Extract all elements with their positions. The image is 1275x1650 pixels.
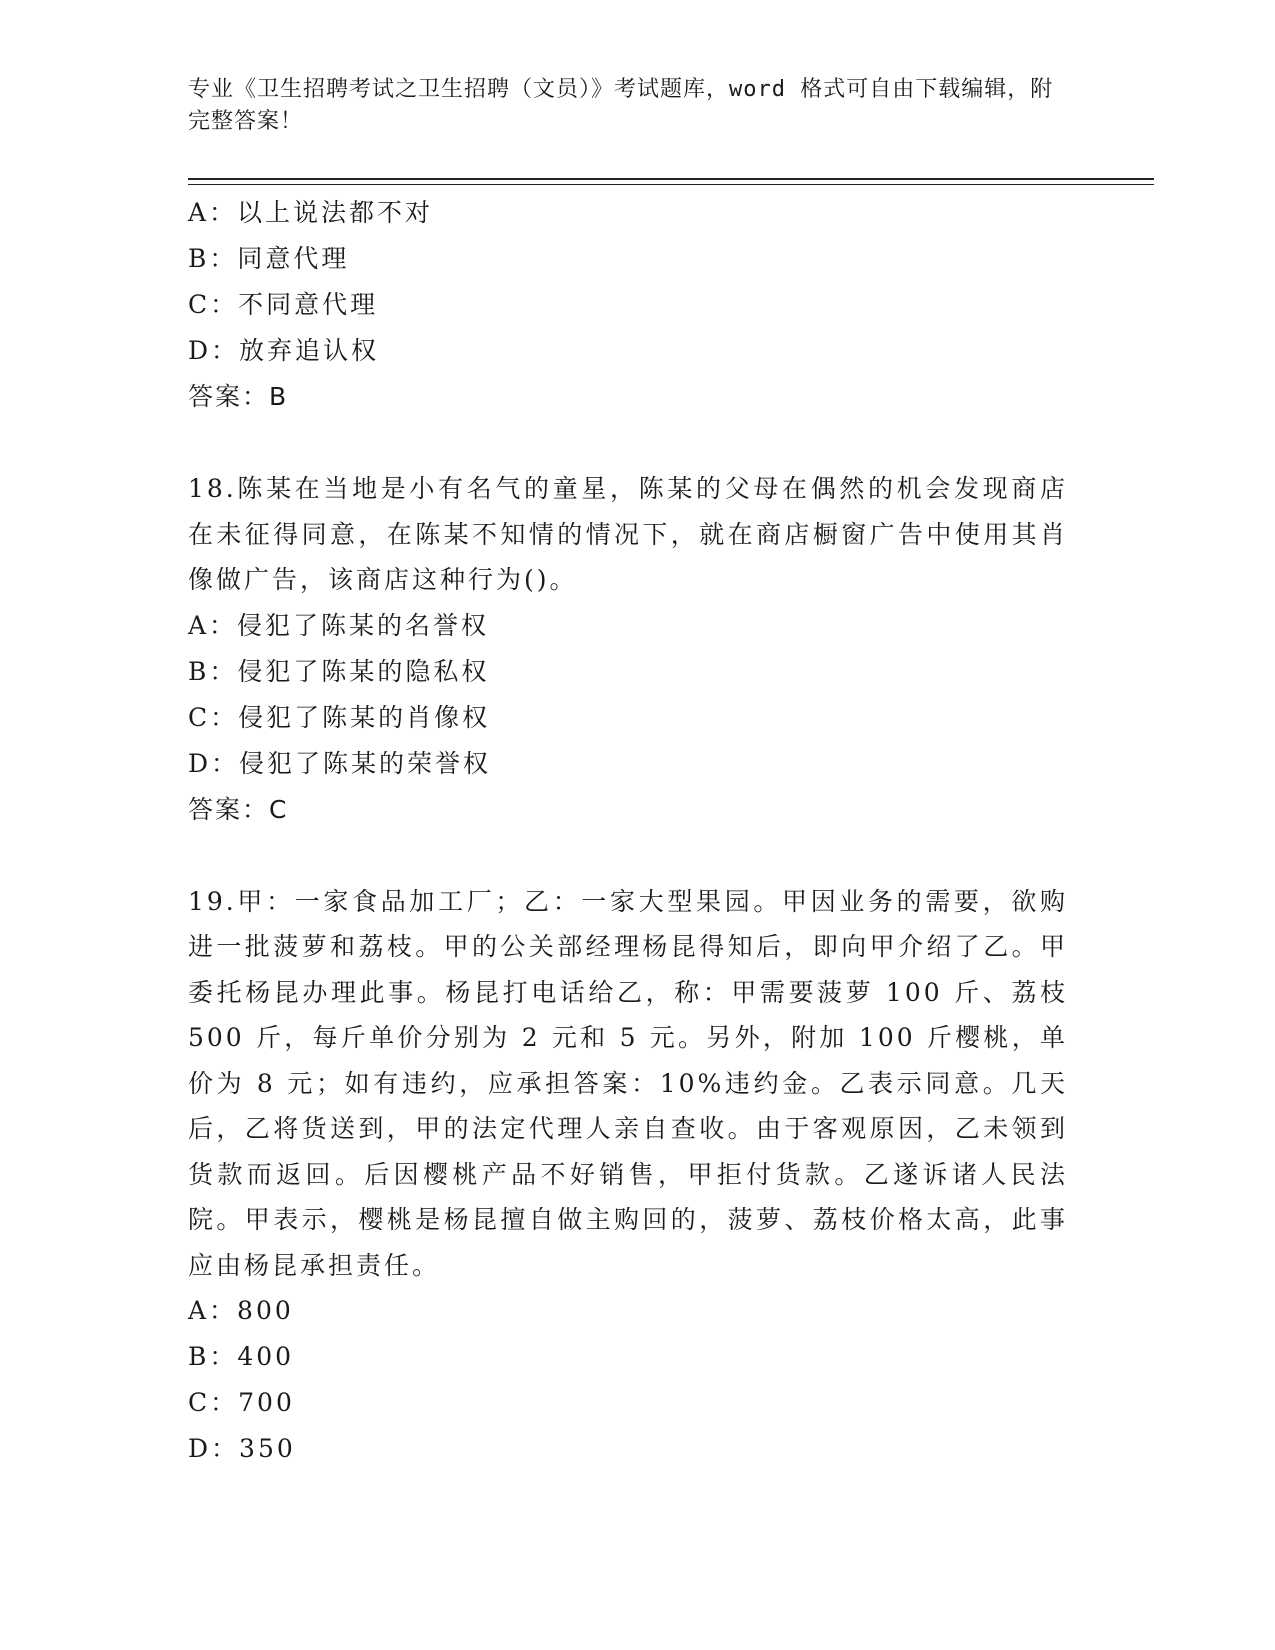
option-c: C：不同意代理: [188, 290, 379, 319]
question-18: [188, 466, 1068, 833]
question-tail-17: [188, 190, 1068, 420]
header-rule-thick: [188, 178, 1154, 180]
question-text: 18.陈某在当地是小有名气的童星，陈某的父母在偶然的机会发现商店在未征得同意，在陈某不知情的情况下，就在商店橱窗广告中使用其肖像做广告，该商店这种行为()。: [188, 474, 1068, 594]
header-rule-thin: [188, 184, 1154, 185]
option-d: D：350: [188, 1434, 296, 1463]
option-d: D：侵犯了陈某的荣誉权: [188, 748, 492, 778]
option-a: A：800: [188, 1296, 294, 1325]
question-list: [188, 190, 1068, 1472]
answer-line: 答案：C: [188, 794, 289, 824]
option-a: A：侵犯了陈某的名誉权: [188, 610, 490, 640]
option-d: D：放弃追认权: [188, 336, 380, 365]
question-text: 19.甲：一家食品加工厂；乙：一家大型果园。甲因业务的需要，欲购进一批菠萝和荔枝。甲的公关部经理杨昆得知后，即向甲介绍了乙。甲委托杨昆办理此事。杨昆打电话给乙，称：甲需要菠萝 100 斤、荔枝 500 斤，每斤单价分别为 2 元和 5 元。另外，附加 100 斤樱桃，单价为 8 元；如有违约，应承担答案：10%违约金。乙表示同意。几天后，乙将货送到，甲的法定代理人亲自查收。由于客观原因，乙未领到货款而返回。后因樱桃产品不好销售，甲拒付货款。乙遂诉诸人民法院。甲表示，樱桃是杨昆擅自做主购回的，菠萝、荔枝价格太高，此事应由杨昆承担责任。: [188, 886, 1068, 1280]
option-b: B：侵犯了陈某的隐私权: [188, 656, 490, 686]
option-b: B：400: [188, 1342, 295, 1371]
option-c: C：侵犯了陈某的肖像权: [188, 702, 491, 732]
answer-line: 答案：B: [188, 382, 289, 411]
option-c: C：700: [188, 1388, 295, 1417]
question-19: [188, 879, 1068, 1473]
header-note: 专业《卫生招聘考试之卫生招聘（文员）》考试题库，word 格式可自由下载编辑，附完整答案！: [188, 77, 1054, 134]
option-a: A：以上说法都不对: [188, 198, 434, 227]
option-b: B：同意代理: [188, 244, 350, 273]
